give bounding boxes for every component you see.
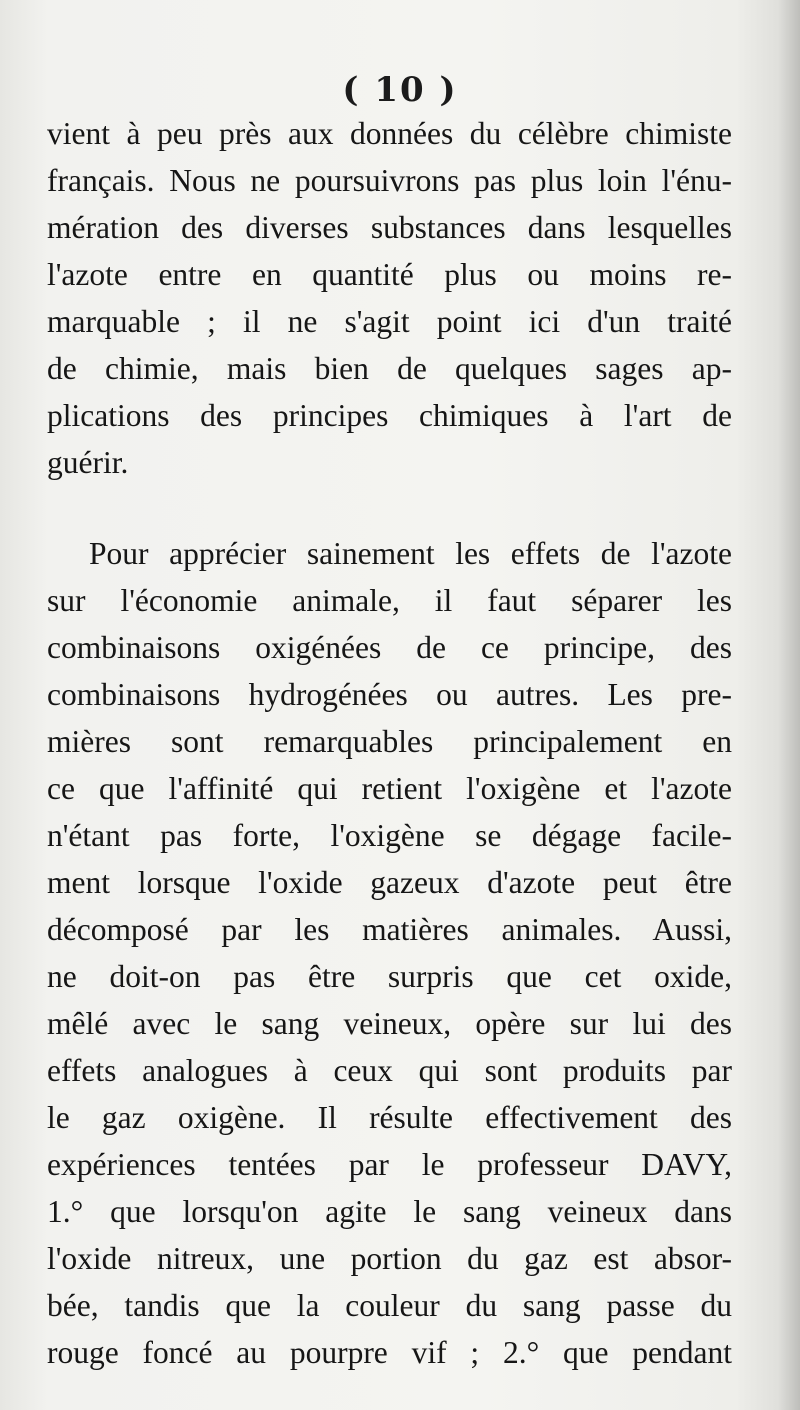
text-line: sur l'économie animale, il faut séparer les — [47, 583, 732, 618]
text-line: effets analogues à ceux qui sont produits par — [47, 1053, 732, 1088]
text-line: Pour apprécier sainement les effets de l'azote — [89, 536, 732, 571]
text-line: vient à peu près aux données du célèbre chimiste — [47, 116, 732, 151]
text-line: l'azote entre en quantité plus ou moins re- — [47, 257, 732, 292]
paragraph-1 — [47, 110, 732, 486]
text-line: expériences tentées par le professeur DAVY, — [47, 1147, 732, 1182]
text-line: rouge foncé au pourpre vif ; 2.° que pendant — [47, 1335, 732, 1370]
text-line: ment lorsque l'oxide gazeux d'azote peut être — [47, 865, 732, 900]
text-line: n'étant pas forte, l'oxigène se dégage facile- — [47, 818, 732, 853]
text-line: le gaz oxigène. Il résulte effectivement des — [47, 1100, 732, 1135]
text-line: bée, tandis que la couleur du sang passe du — [47, 1288, 732, 1323]
paragraph-2 — [47, 530, 732, 1376]
text-line: 1.° que lorsqu'on agite le sang veineux dans — [47, 1194, 732, 1229]
text-line: décomposé par les matières animales. Aussi, — [47, 912, 732, 947]
text-line: mêlé avec le sang veineux, opère sur lui des — [47, 1006, 732, 1041]
page-number: ( 10 ) — [342, 70, 458, 110]
text-line: ne doit-on pas être surpris que cet oxide, — [47, 959, 732, 994]
text-line: plications des principes chimiques à l'art de — [47, 398, 732, 433]
text-line: français. Nous ne poursuivrons pas plus loin l'énu- — [47, 163, 732, 198]
text-line: marquable ; il ne s'agit point ici d'un traité — [47, 304, 732, 339]
text-line: de chimie, mais bien de quelques sages ap- — [47, 351, 732, 386]
text-line: mération des diverses substances dans lesquelles — [47, 210, 732, 245]
text-line: l'oxide nitreux, une portion du gaz est absor- — [47, 1241, 732, 1276]
text-line: combinaisons hydrogénées ou autres. Les pre- — [47, 677, 732, 712]
text-line: guérir. — [47, 445, 129, 480]
page-edge-shadow — [778, 0, 800, 1410]
text-line: mières sont remarquables principalement en — [47, 724, 732, 759]
text-line: ce que l'affinité qui retient l'oxigène et l'azote — [47, 771, 732, 806]
text-line: combinaisons oxigénées de ce principe, des — [47, 630, 732, 665]
